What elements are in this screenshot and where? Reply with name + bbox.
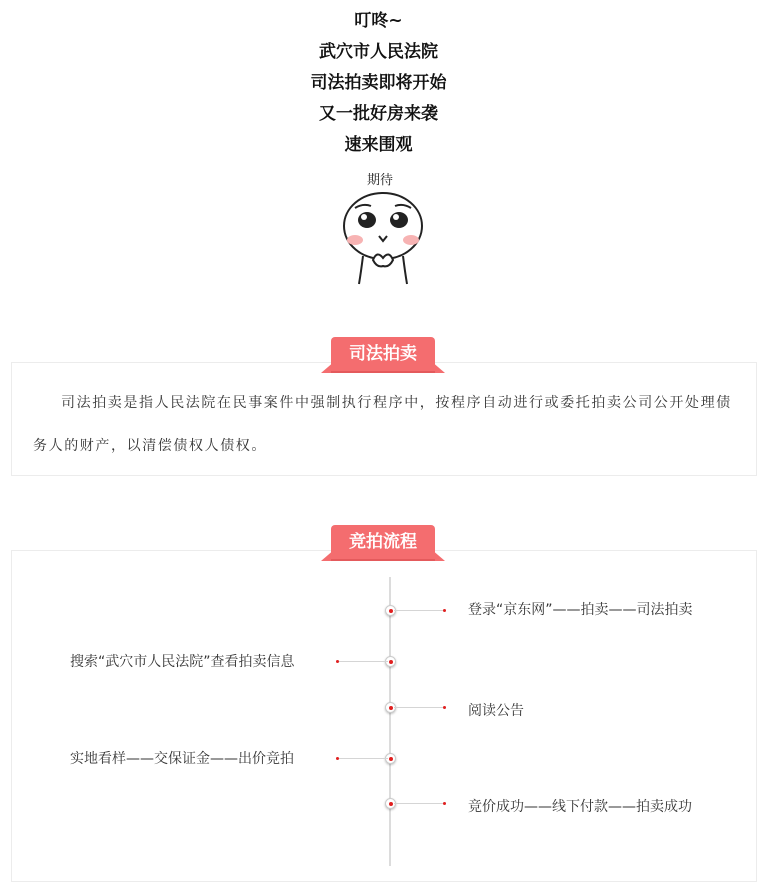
intro-line-5: 速来围观 <box>344 135 413 155</box>
timeline-connector <box>394 707 446 708</box>
bidding-process-title: 竞拍流程 <box>331 525 435 559</box>
step-2-text: 搜索“武穴市人民法院”查看拍卖信息 <box>70 654 295 670</box>
judicial-auction-title: 司法拍卖 <box>331 337 435 371</box>
intro-line-4: 又一批好房来袭 <box>319 104 438 124</box>
sticker-caption: 期待 <box>367 173 394 188</box>
judicial-auction-ribbon <box>321 337 445 373</box>
intro-line-3: 司法拍卖即将开始 <box>310 73 447 93</box>
sticker-graphic <box>333 168 433 288</box>
bidding-process-ribbon <box>321 525 445 561</box>
step-4-text: 实地看样——交保证金——出价竞拍 <box>70 751 294 767</box>
intro-line-2: 武穴市人民法院 <box>319 42 438 62</box>
timeline-connector <box>394 610 446 611</box>
judicial-auction-description: 司法拍卖是指人民法院在民事案件中强制执行程序中，按程序自动进行或委托拍卖公司公开处理债务人的财产，以清偿债权人债权。 <box>33 395 732 454</box>
bidding-process-section <box>11 550 757 882</box>
timeline-connector <box>394 803 446 804</box>
step-5-text: 竞价成功——线下付款——拍卖成功 <box>468 799 692 815</box>
timeline-connector <box>336 661 388 662</box>
timeline-connector <box>336 758 388 759</box>
step-1-text: 登录“京东网”——拍卖——司法拍卖 <box>468 602 693 618</box>
step-3-text: 阅读公告 <box>468 703 524 719</box>
expectant-face-sticker-icon <box>333 168 433 288</box>
intro-announcement <box>0 6 757 161</box>
intro-line-1: 叮咚~ <box>354 11 403 31</box>
timeline-axis <box>389 577 391 866</box>
